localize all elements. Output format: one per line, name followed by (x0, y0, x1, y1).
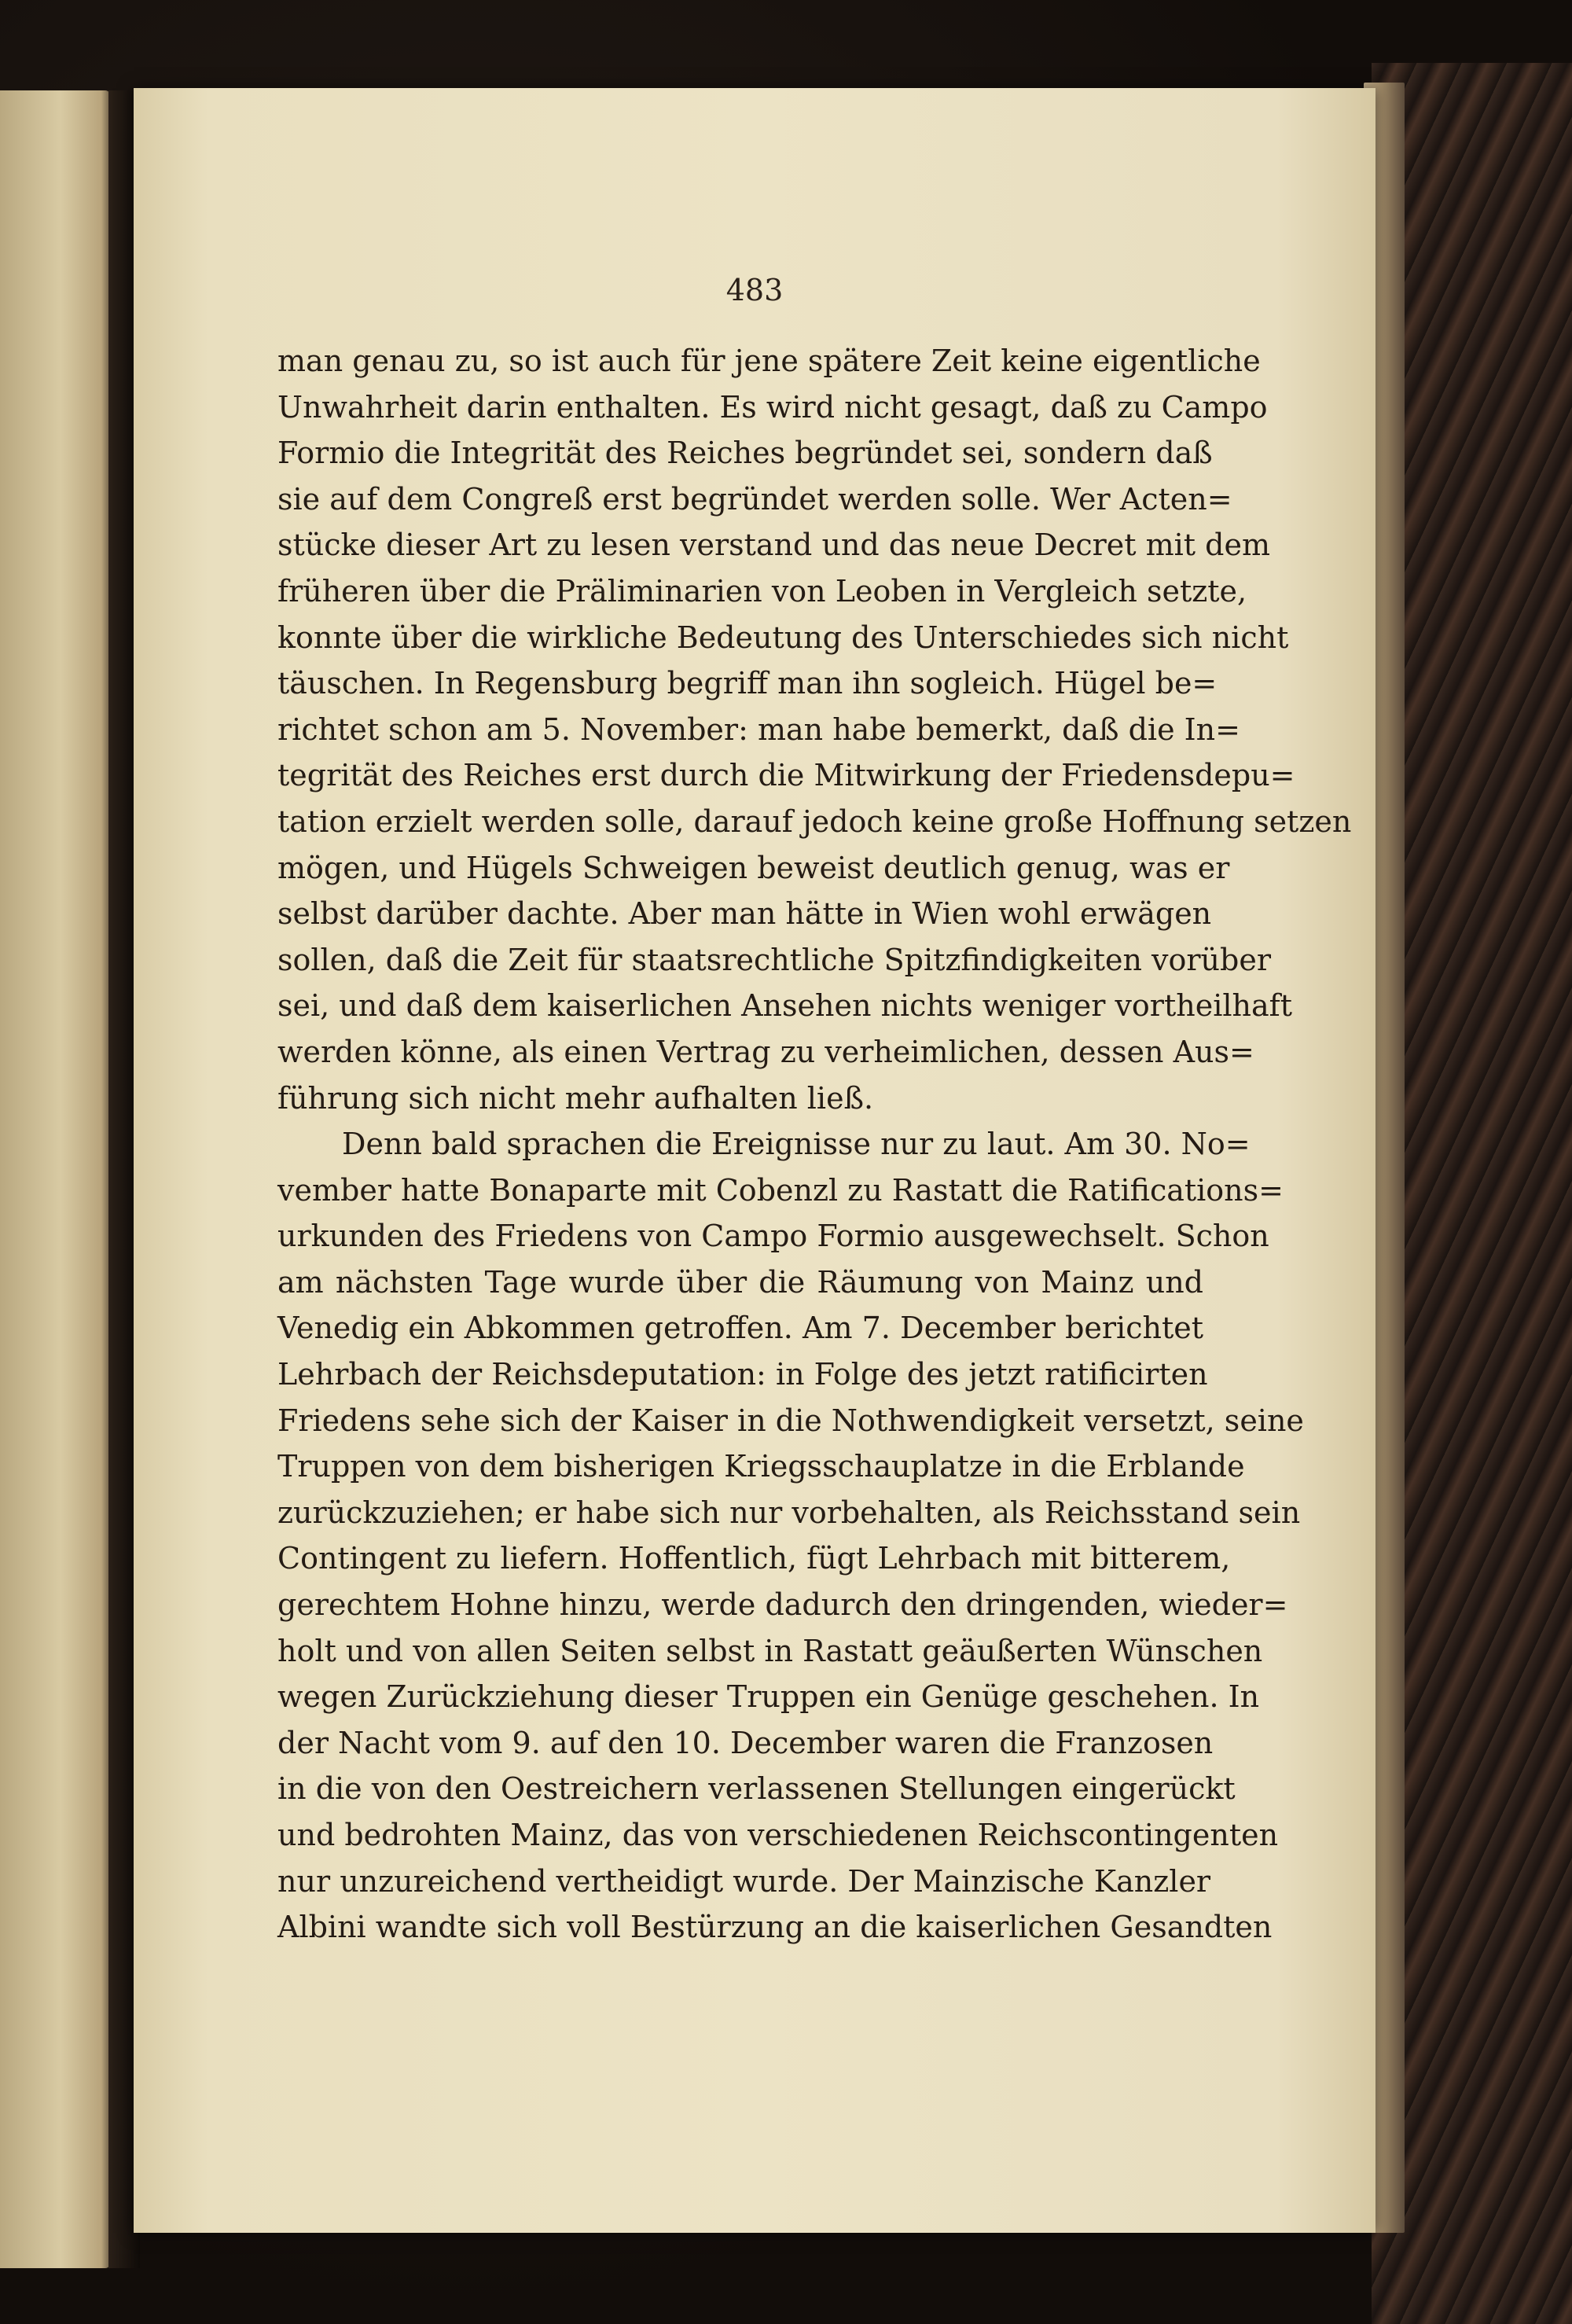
text-line: Lehrbach der Reichsdeputation: in Folge des jetzt ratificirten (277, 1357, 1208, 1392)
text-line: tation erzielt werden solle, darauf jedoch keine große Hoffnung setzen (277, 803, 1352, 839)
text-line: richtet schon am 5. November: man habe bemerkt, daß die In= (277, 712, 1240, 747)
text-line: Formio die Integrität des Reiches begründet sei, sondern daß (277, 436, 1213, 471)
left-page-edge (0, 90, 110, 2268)
page-number: 483 (725, 273, 784, 307)
text-line: holt und von allen Seiten selbst in Rastatt geäußerten Wünschen (277, 1633, 1263, 1668)
text-line: führung sich nicht mehr aufhalten ließ. (277, 1080, 874, 1116)
text-line: sollen, daß die Zeit für staatsrechtliche Spitzfindigkeiten vorüber (277, 942, 1272, 977)
text-line: Truppen von dem bisherigen Kriegsschauplatze in die Erblande (277, 1449, 1245, 1484)
book-page (134, 88, 1376, 2233)
text-line: sei, und daß dem kaiserlichen Ansehen nichts weniger vortheilhaft (277, 988, 1292, 1024)
text-line: nur unzureichend vertheidigt wurde. Der Mainzische Kanzler (277, 1863, 1211, 1899)
text-line: zurückzuziehen; er habe sich nur vorbehalten, als Reichsstand sein (277, 1495, 1301, 1530)
text-line: Denn bald sprachen die Ereignisse nur zu laut. Am 30. No= (342, 1127, 1251, 1162)
text-line: Unwahrheit darin enthalten. Es wird nicht gesagt, daß zu Campo (277, 389, 1268, 425)
text-line: täuschen. In Regensburg begriff man ihn sogleich. Hügel be= (277, 666, 1218, 701)
text-line: Venedig ein Abkommen getroffen. Am 7. December berichtet (277, 1311, 1203, 1346)
text-line: stücke dieser Art zu lesen verstand und das neue Decret mit dem (277, 528, 1270, 563)
text-line: vember hatte Bonaparte mit Cobenzl zu Rastatt die Ratifications= (277, 1172, 1284, 1208)
text-line: der Nacht vom 9. auf den 10. December waren die Franzosen (277, 1725, 1214, 1760)
text-line: konnte über die wirkliche Bedeutung des Unterschiedes sich nicht (277, 620, 1289, 655)
text-line: man genau zu, so ist auch für jene spätere Zeit keine eigentliche (277, 344, 1261, 378)
text-line: werden könne, als einen Vertrag zu verheimlichen, dessen Aus= (277, 1034, 1254, 1069)
text-line: in die von den Oestreichern verlassenen Stellungen eingerückt (277, 1771, 1236, 1807)
body-text (277, 338, 1352, 1951)
text-line: gerechtem Hohne hinzu, werde dadurch den dringenden, wieder= (277, 1587, 1288, 1623)
text-line: früheren über die Präliminarien von Leoben in Vergleich setzte, (277, 573, 1247, 609)
text-line: urkunden des Friedens von Campo Formio ausgewechselt. Schon (277, 1219, 1269, 1254)
text-line: und bedrohten Mainz, das von verschiedenen Reichscontingenten (277, 1818, 1279, 1852)
text-line: wegen Zurückziehung dieser Truppen ein Genüge geschehen. In (277, 1679, 1260, 1715)
text-line: am nächsten Tage wurde über die Räumung von Mainz und (277, 1264, 1203, 1300)
text-line: selbst darüber dachte. Aber man hätte in Wien wohl erwägen (277, 896, 1212, 932)
text-line: Friedens sehe sich der Kaiser in die Nothwendigkeit versetzt, seine (277, 1403, 1304, 1438)
text-line: tegrität des Reiches erst durch die Mitwirkung der Friedensdepu= (277, 758, 1295, 793)
text-line: Albini wandte sich voll Bestürzung an die kaiserlichen Gesandten (277, 1910, 1273, 1945)
text-line: sie auf dem Congreß erst begründet werden solle. Wer Acten= (277, 481, 1232, 517)
text-line: Contingent zu liefern. Hoffentlich, fügt Lehrbach mit bitterem, (277, 1541, 1231, 1576)
text-line: mögen, und Hügels Schweigen beweist deutlich genug, was er (277, 850, 1230, 885)
